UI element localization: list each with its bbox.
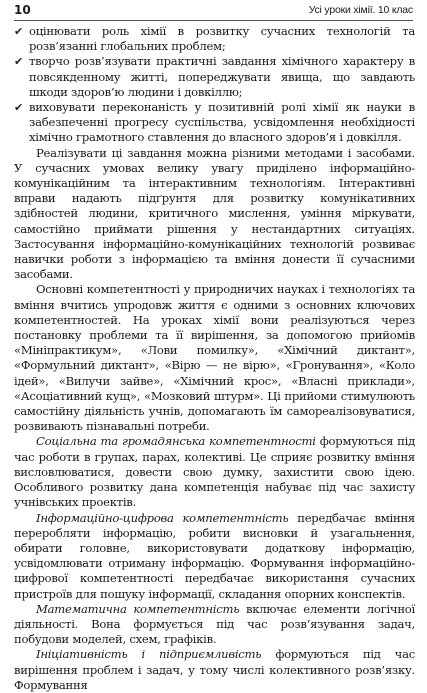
paragraph-text: включає елементи логічної діяльності. Вона формується під час розв’язування задач, побудови моделей, схем, графіків. — [14, 601, 415, 647]
paragraph-social-competence — [14, 434, 415, 510]
objectives-list — [14, 24, 415, 146]
term-social-civic: Соціальна та громадянська компетентності — [36, 434, 316, 449]
list-item-text: оцінювати роль хімії в розвитку сучасних технологій та розв’язанні глобальних проблем; — [29, 24, 415, 54]
page-number: 10 — [14, 3, 31, 17]
checkmark-icon: ✔ — [14, 101, 23, 115]
term-math: Математична компетентність — [36, 601, 240, 616]
paragraph-initiative — [14, 647, 415, 693]
checkmark-icon: ✔ — [14, 25, 23, 38]
page-header — [14, 2, 413, 21]
list-item-text: виховувати переконаність у позитивній ролі хімії як науки в забезпеченні прогресу суспільства, усвідомлення необхідності хімічно грамотного ставлення до власного здоров’я і довкілля. — [29, 100, 415, 145]
list-item — [14, 100, 415, 146]
paragraph-methods: Реалізувати ці завдання можна різними методами і засобами. У сучасних умовах велику увагу приділено інформаційно-комунікаційним та інтерактивним технологіям. Інтерактивні вправи надають підґрунтя для розвитку комунікативних здібностей людини, критичного мислення, уміння міркувати, самостійно приймати рішення у нестандартних ситуаціях. Застосування інформаційно-комунікаційних технологій розвиває навички роботи з інформацією та вміння донести її сучасними засобами. — [14, 145, 415, 282]
checkmark-icon: ✔ — [14, 55, 23, 69]
list-item — [14, 24, 415, 54]
paragraph-text: формуються під час вирішення проблем і задач, у тому числі колективного розв’язку. Формування — [14, 647, 415, 692]
term-initiative: Ініціативність і підприємливість — [36, 647, 262, 662]
paragraph-key-competences: Основні компетентності у природничих науках і технологіях та вміння вчитись упродовж життя є одними з основних ключових компетентностей. На уроках хімії вони реалізуються через постановку проблеми та її вирішення, за допомогою прийомів «Мініпрактикум», «Лови помилку», «Хімічний диктант», «Формульний диктант», «Вірю — не вірю», «Гронування», «Коло ідей», «Вилучи зайве», «Хімічний крос», «Власні приклади», «Асоціативний кущ», «Мозковий штурм». Ці прийоми стимулюють самостійну діяльність учнів, допомагають їм самореалізовуватися, розвивають пізнавальні потреби. — [14, 282, 415, 434]
paragraph-math-competence — [14, 602, 415, 648]
list-item-text: творчо розв’язувати практичні завдання хімічного характеру в повсякденному житті, попереджувати явища, що завдають шкоди здоров’ю людини і довкіллю; — [29, 54, 415, 99]
list-item — [14, 54, 415, 100]
term-digital: Інформаційно-цифрова компетентність — [36, 510, 289, 525]
running-title: Усі уроки хімії. 10 клас — [308, 4, 413, 16]
paragraph-text: формуються під час роботи в групах, парах, колективі. Це сприяє розвитку вміння висловлюватися, довести свою думку, захистити свою ідею. Особливого розвитку дана компетенція набуває під час захисту учнівських проектів. — [14, 434, 415, 510]
paragraph-text: передбачає вміння переробляти інформацію, робити висновки й узагальнення, обирати головне, використовувати додаткову інформацію, усвідомлювати отриману інформацію. Формування інформаційно-цифрової компетентності передбачає використання сучасних пристроїв для пошуку інформації, складання опорних конспектів. — [14, 510, 415, 601]
page-body — [14, 24, 415, 693]
paragraph-digital-competence — [14, 511, 415, 602]
